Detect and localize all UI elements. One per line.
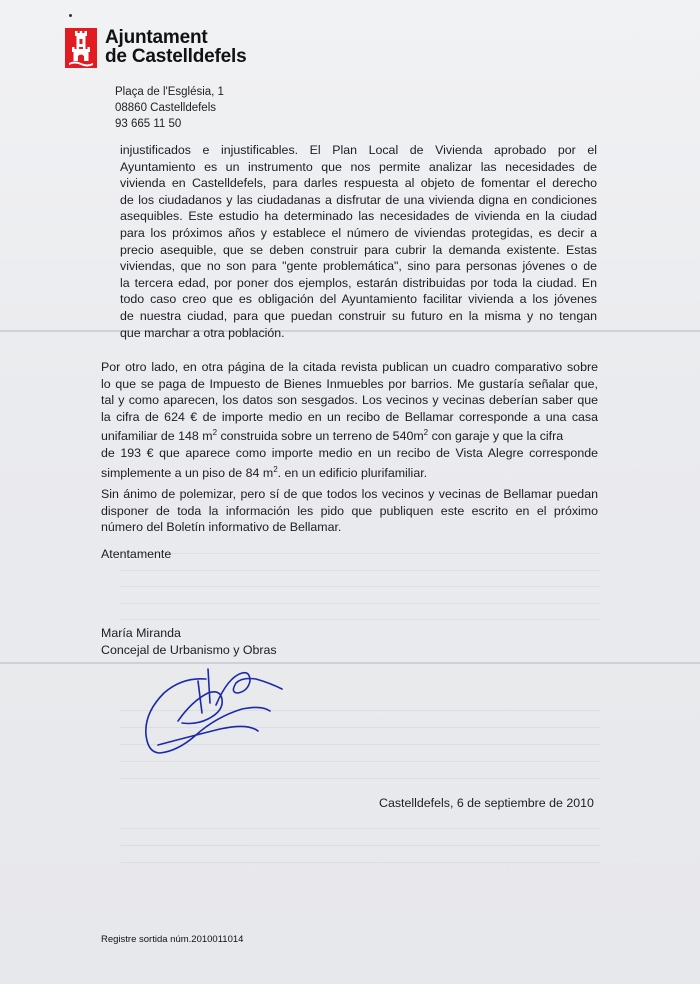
text-line: Por otro lado, en otra página de la citada revista publican un cuadro comparativo sobre [101, 360, 598, 374]
bleed-through-line [120, 862, 600, 863]
bleed-through-line [120, 603, 600, 604]
text-line: número del Boletín informativo de Bellamar. [101, 520, 342, 535]
text-line: vivienda en Castelldefels, para darles respuesta al objeto de fomentar el derecho [120, 176, 597, 191]
text-line: tal y como aparecen, los datos son sesgados. Los vecinos y vecinas deberían saber que [101, 393, 598, 408]
text-run: simplemente a un piso de 84 m [101, 465, 274, 480]
superscript: 2 [212, 428, 218, 438]
text-line: disponer de toda la información les pido que publiquen este escrito en el próximo [101, 503, 598, 518]
address-phone: 93 665 11 50 [115, 118, 182, 130]
fold-line [0, 662, 700, 664]
text-line: de nuestra ciudad, para que puedan construir su futuro en la misma y no tengan [120, 308, 597, 323]
closing-salutation: Atentamente [101, 547, 172, 561]
org-name [105, 28, 246, 66]
bleed-through-line [120, 778, 600, 779]
org-address [115, 84, 224, 132]
bleed-through-line [120, 845, 600, 846]
text-line: de 193 € que aparece como importe medio en un recibo de Vista Alegre corresponde [101, 446, 598, 461]
text-line: la cifra de 624 € de importe medio en un recibo de Bellamar corresponde a una casa [101, 409, 598, 424]
text-run: unifamiliar de 148 m [101, 429, 213, 444]
text-run: construida sobre un terreno de 540m [217, 429, 424, 444]
text-line: asequibles. Este estudio ha determinado las necesidades de vivienda en la ciudad [120, 209, 597, 224]
paragraph-ibi [101, 359, 598, 481]
address-street: Plaça de l'Església, 1 [115, 86, 224, 98]
org-name-line1: Ajuntament [105, 27, 208, 48]
org-name-line2: de Castelldefels [105, 46, 247, 67]
paragraph-plan-vivienda [120, 142, 597, 341]
text-line: lo que se paga de Impuesto de Bienes Inmuebles por barrios. Me gustaría señalar que, [101, 376, 598, 391]
signer-title: Concejal de Urbanismo y Obras [101, 643, 277, 657]
address-city: 08860 Castelldefels [115, 102, 217, 114]
text-line: de los ciudadanos y las ciudadanas a disfrutar de una vivienda digna en condiciones [120, 192, 597, 207]
bleed-through-line [120, 619, 600, 620]
text-line: Sin ánimo de polemizar, pero sí de que todos los vecinos y vecinas de Bellamar puedan [101, 487, 598, 501]
registry-number: Registre sortida núm.2010011014 [101, 934, 244, 945]
signer-name: María Miranda [101, 626, 181, 640]
bleed-through-line [120, 828, 600, 829]
paragraph-polemizar [101, 486, 598, 536]
scan-speck [69, 14, 72, 17]
text-line: todo caso creo que es obligación del Ayuntamiento facilitar vivienda a los jóvenes [120, 292, 597, 307]
place-and-date: Castelldefels, 6 de septiembre de 2010 [379, 796, 594, 810]
text-line: la tercera edad, por poner dos ejemplos, estarán distribuidas por toda la ciudad. En [120, 275, 597, 290]
castle-tower-icon [65, 28, 97, 68]
text-line: Ayuntamiento es un instrumento que nos permite analizar las necesidades de [120, 159, 597, 174]
text-line [101, 425, 598, 445]
bleed-through-line [120, 570, 600, 571]
text-run: . en un edificio plurifamiliar. [277, 465, 428, 480]
text-line: que marchar a otra población. [120, 325, 285, 340]
text-line: precio asequible, que se deben construir para cubrir la demanda existente. Estas [120, 242, 597, 257]
text-line [101, 462, 598, 482]
bleed-through-line [120, 553, 600, 554]
handwritten-signature [138, 665, 298, 770]
superscript: 2 [273, 464, 278, 474]
bleed-through-line [120, 586, 600, 587]
superscript: 2 [423, 428, 429, 438]
text-line: injustificados e injustificables. El Plan Local de Vivienda aprobado por el [120, 143, 597, 157]
text-line: para los próximos años y establece el número de viviendas protegidas, es decir a [120, 225, 597, 240]
text-run: con garaje y que la cifra [428, 429, 564, 444]
text-line: viviendas, que no son para "gente problemática", sino para personas jóvenes o de [120, 259, 597, 274]
